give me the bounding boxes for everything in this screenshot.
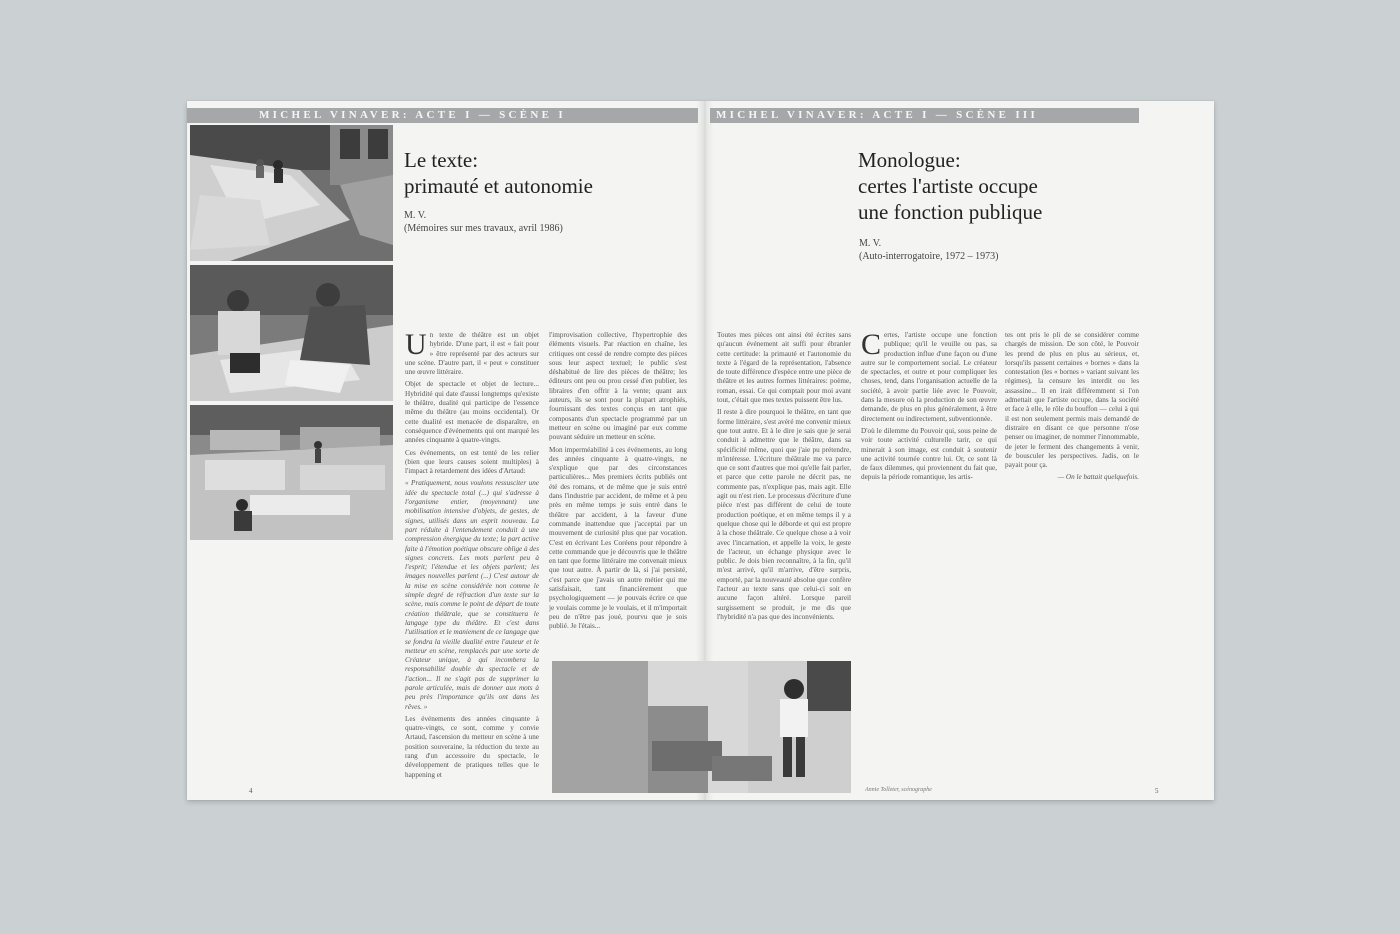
right-article-title <box>858 147 1042 225</box>
left-dropcap: U <box>405 331 427 361</box>
left-article-title <box>404 147 593 199</box>
right-byline-author: M. V. <box>859 238 882 249</box>
right-byline-source: (Auto-interrogatoire, 1972 – 1973) <box>859 251 999 262</box>
right-byline <box>859 237 998 263</box>
left-column-2 <box>549 331 687 658</box>
right-col3-signoff: — On le battait quelquefois. <box>1057 473 1139 482</box>
left-running-header: MICHEL VINAVER: ACTE I — SCÈNE I <box>187 108 698 123</box>
photo-men-measuring <box>190 265 393 401</box>
right-column-2 <box>861 331 997 531</box>
photo-caption: Annie Tolleter, scénographe <box>865 787 932 793</box>
right-col2-p2: D'où le dilemme du Pouvoir qui, sous peine de voir toute activité culturelle tarir, ce qui minerait à son image, est conduit à soutenir une activité tournée contre lui. Or, ce sont là de faux dilemmes, qui proviennent du fait que, depuis la période romantique, les artis- <box>861 426 997 482</box>
right-page-number: 5 <box>1155 787 1159 795</box>
left-col1-p4: Les événements des années cinquante à quatre-vingts, ce sont, comme y convie Artaud, l'ascension du metteur en scène à une position souveraine, la réduction du texte au rang d'un accessoire du spectacle, le développement de pratiques telles que le happening et <box>405 714 539 779</box>
left-col2-p2: Mon imperméabilité à ces événements, au long des années cinquante à quatre-vingts, ne s'explique que par des circonstances particulières... Mes premiers écrits publiés ont été des romans, et de même que je suis entré dans l'industrie par accident, de même et à peu près en même temps je suis entré dans le théâtre par accident, à la faveur d'une commande inattendue que j'acceptai par un mouvement de curiosité plus que par vocation. C'est en écrivant Les Coréens pour répondre à cette commande que je découvris que le théâtre en tant que forme littéraire me convenait mieux que tout autre. À partir de là, si j'ai persisté, c'est parce que j'avais un autre métier qui me satisfaisait, tant financièrement que psychologiquement — je pouvais écrire ce que je voulais comme je le voulais, et il m'importait peu de n'être pas joué, pourvu que je sois publié. Je l'étais... <box>549 445 687 631</box>
left-title-line1: Le texte: <box>404 148 479 172</box>
left-page-number: 4 <box>249 787 253 795</box>
photo-workers-sheets <box>190 125 393 261</box>
right-running-header: MICHEL VINAVER: ACTE I — SCÈNE III <box>710 108 1139 123</box>
right-col1-p2: Il reste à dire pourquoi le théâtre, en tant que forme littéraire, s'est avéré me convenir mieux que tout autre. Et à le dire je sais que je serai conduit à admettre que le théâtre, dans sa spécificité même, quoi que j'aie pu prétendre, m'intéresse. L'écriture théâtrale me va parce que ce sont d'autres que moi qu'elle fait parler, et parce que cette parole ne décrit pas, ne commente pas, n'explique pas, mais agit. Elle agit ou n'est rien. Le processus d'écriture d'une pièce n'est pas différent de celui de toute production poétique, et en même temps il y a quelque chose qui le déborde et qui est propre à la chose théâtrale. Ce quelque chose a à voir avec l'incarnation, et appelle la voix, le geste de l'acteur, un échange physique avec le public. Je dois bien reconnaître, à la fin, qu'il m'est arrivé, qu'il m'arrive, d'être surpris, emporté, par la nouveauté absolue que confère l'acteur au texte sans que celui-ci soit en aucune façon altéré. Lorsque pareil surgissement se produit, je me dis que l'hybridité n'a pas que des inconvénients. <box>717 408 851 621</box>
left-col1-p2: Objet de spectacle et objet de lecture... Hybridité qui date d'aussi longtemps qu'existe le théâtre, dualité qui participe de l'essence même du théâtre (au moins occidental). Or cette dualité est menacée de disparaître, en conséquence d'événements qui ont marqué les années cinquante à quatre-vingts. <box>405 380 539 445</box>
left-byline <box>404 209 563 235</box>
right-title-line3: une fonction publique <box>858 200 1043 224</box>
photo-woman-studio <box>552 661 851 793</box>
right-column-1 <box>717 331 851 656</box>
photo-floor-workshop <box>190 405 393 540</box>
right-column-3 <box>1005 331 1139 511</box>
magazine-spread <box>187 101 1214 800</box>
left-title-line2: primauté et autonomie <box>404 174 593 198</box>
left-byline-author: M. V. <box>404 210 427 221</box>
right-title-line1: Monologue: <box>858 148 961 172</box>
right-col2-p1: ertes, l'artiste occupe une fonction publique; qu'il le veuille ou pas, sa production influe d'une façon ou d'une autre sur le comportement social. Le créateur de spectacles, et outre et pour compliquer les choses, tend, dans l'organisation actuelle de la société, à avoir partie liée avec le Pouvoir, dans la mesure où la production de son œuvre demande, de plus en plus généralement, à être directement ou indirectement, subventionnée. <box>861 331 997 423</box>
left-byline-source: (Mémoires sur mes travaux, avril 1986) <box>404 223 563 234</box>
left-col1-p3: Ces événements, on est tenté de les relier (bien que leurs causes soient multiples) à l'impact à retardement des idées d'Artaud: <box>405 448 539 476</box>
right-title-line2: certes l'artiste occupe <box>858 174 1038 198</box>
artaud-quote: « Pratiquement, nous voulons ressusciter une idée du spectacle total (...) qui s'adresse à l'organisme entier, (moyennant) une mobilisation intensive d'objets, de gestes, de signes, utilisés dans un esprit nouveau. La part réduite à l'entendement conduit à une compression énergique du texte; la part active faite à l'émotion poétique obscure oblige à des signes concrets. Les mots parlent peu à l'esprit; l'étendue et les objets parlent; les images nouvelles parlent (...) C'est autour de la mise en scène considérée non comme le simple degré de réfraction d'un texte sur la scène, mais comme le point de départ de toute création théâtrale, que se constituera le langage type du théâtre. Et c'est dans l'utilisation et le maniement de ce langage que se fondra la vieille dualité entre l'auteur et le metteur en scène, remplacés par une sorte de Créateur unique, à qui incombera la responsabilité double du spectacle et de l'action... Il ne s'agit pas de supprimer la parole articulée, mais de donner aux mots à peu près l'importance qu'ils ont dans les rêves. » <box>405 479 539 711</box>
left-col2-p1: l'improvisation collective, l'hypertrophie des éléments visuels. Par réaction en chaîne, les critiques ont cessé de rendre compte des pièces sous leur aspect textuel; le public s'est déshabitué de lire des pièces de théâtre; les éditeurs ont peu ou prou cessé d'en publier, les libraires d'en offrir à la vente; quant aux auteurs, ils se sont pour la plupart atrophiés, fournissant des textes conçus en tant que composants d'un spectacle programmé par un metteur en scène ou imaginé par eux comme pouvant séduire un metteur en scène. <box>549 331 687 442</box>
right-dropcap: C <box>861 331 882 361</box>
right-col3-p1: tes ont pris le pli de se considérer comme chargés de mission. De son côté, le Pouvoir les prend de plus en plus au sérieux, et, lorsqu'ils passent certaines « bornes » dans la contestation (les « bornes » variant suivant les régimes), la censure les interdit ou les assassine... Il en irait différemment si l'on admettait que l'artiste occupe, dans la société et face à elle, le rôle du bouffon — celui à qui il est non seulement permis mais demandé de distraire en disant ce que personne n'ose penser ou imaginer, de nommer l'innommable, de jeter le ferment des changements à venir, de bousculer les perspectives. Jadis, on le payait pour ça. <box>1005 331 1139 470</box>
left-column-1 <box>405 331 539 797</box>
left-col1-p1: n texte de théâtre est un objet hybride. D'une part, il est « fait pour » être représenté par des acteurs sur une scène. D'autre part, il « peut » constituer une œuvre littéraire. <box>405 331 539 377</box>
right-col1-p1: Toutes mes pièces ont ainsi été écrites sans qu'aucun événement ait suffi pour ébranler cette certitude: la primauté et l'autonomie du texte à l'égard de la représentation, l'absence de toute différence d'espèce entre une pièce de théâtre et les autres formes littéraires: poème, roman, essai. Ce qui comptait pour moi avant tout, c'était que mes textes puissent être lus. <box>717 331 851 405</box>
